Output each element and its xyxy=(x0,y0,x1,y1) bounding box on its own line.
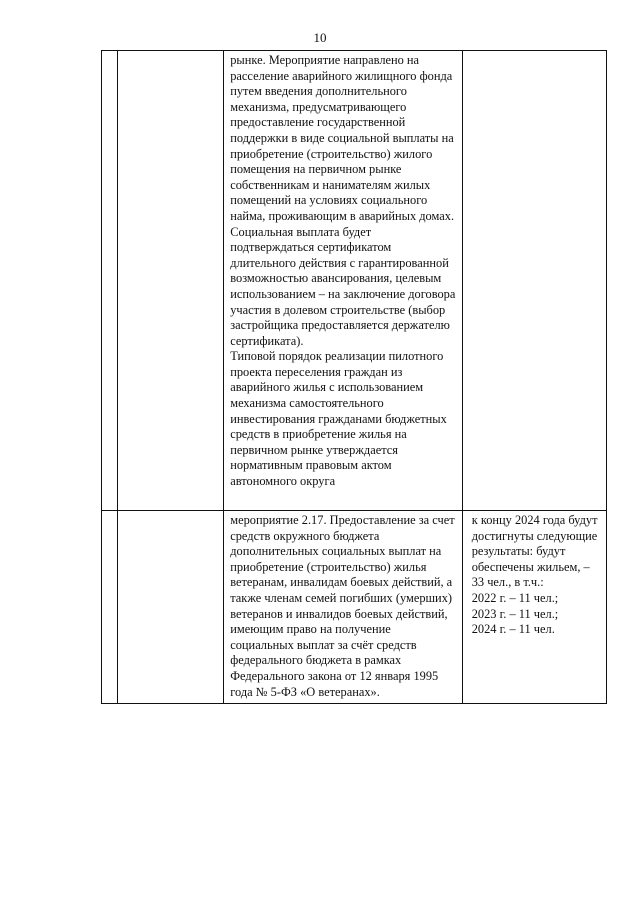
table-cell-measure xyxy=(224,511,462,704)
table-cell-measure-continued xyxy=(224,51,462,511)
table-cell-task xyxy=(118,51,224,511)
table-cell-result-empty xyxy=(462,51,606,511)
measure-2-17-text: мероприятие 2.17. Предоставление за счет средств окружного бюджета дополнительных социальных выплат на приобретение (строительство) жилья ветеранам, инвалидам боевых действий, а также членам семей погибших (умерших) ветеранов и инвалидов боевых действий, имеющим право на получение социальных выплат за счёт средств федерального бюджета в рамках Федерального закона от 12 января 1995 года № 5-ФЗ «О ветеранах». xyxy=(230,513,455,699)
measure-continued-text xyxy=(224,51,461,491)
table-cell-number xyxy=(102,511,118,704)
table-row xyxy=(102,51,607,511)
table-cell-task xyxy=(118,511,224,704)
paragraph: рынке. Мероприятие направлено на расселение аварийного жилищного фонда путем введения дополнительного механизма, предусматривающего предоставление государственной поддержки в виде социальной выплаты на приобретение (строительство) жилого помещения на первичном рынке собственникам и нанимателям жилых помещений на условиях социального найма, проживающим в аварийных домах. xyxy=(230,53,455,223)
table-row xyxy=(102,511,607,704)
result-2024: 2024 г. – 11 чел. xyxy=(471,622,555,637)
table-cell-number xyxy=(102,51,118,511)
result-intro: к концу 2024 года будут достигнуты следующие результаты: будут обеспечены жильем, – 33 чел., в т.ч.: xyxy=(471,513,598,590)
paragraph: Социальная выплата будет подтверждаться сертификатом длительного действия с гарантированной возможностью авансирования, целевым использованием – на заключение договора участия в долевом строительстве (выбор застройщика предоставляется держателю сертификата). xyxy=(230,224,456,348)
paragraph: Типовой порядок реализации пилотного проекта переселения граждан из аварийного жилья с использованием механизма самостоятельного инвестирования гражданами бюджетных средств в приобретение жилья на первичном рынке утверждается нормативным правовым актом автономного округа xyxy=(230,349,447,489)
result-2022: 2022 г. – 11 чел.; xyxy=(471,590,559,605)
result-text xyxy=(463,511,606,639)
result-2023: 2023 г. – 11 чел.; xyxy=(471,606,559,621)
table-cell-result xyxy=(462,511,606,704)
measures-table xyxy=(101,50,607,704)
page-number: 10 xyxy=(313,30,327,45)
